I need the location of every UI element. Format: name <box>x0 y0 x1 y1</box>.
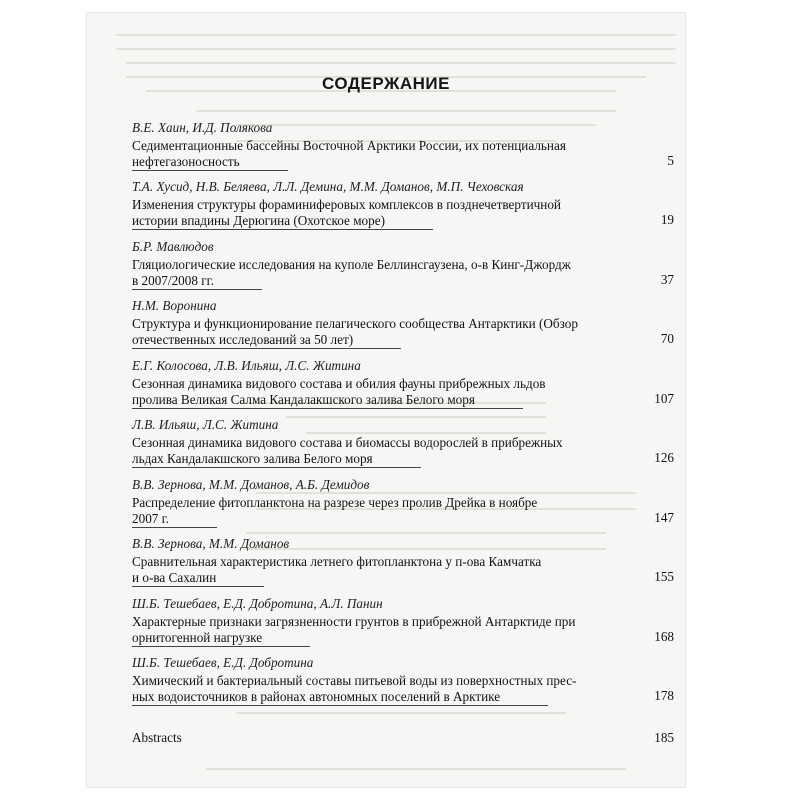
abstracts-label: Abstracts <box>132 730 182 745</box>
entry-page-number: 147 <box>654 510 674 525</box>
entry-authors: Е.Г. Колосова, Л.В. Ильяш, Л.С. Житина <box>132 358 361 373</box>
entry-page-number: 37 <box>660 272 674 287</box>
document-page <box>86 12 686 788</box>
entry-authors: В.Е. Хаин, И.Д. Полякова <box>132 120 273 135</box>
entry-title-line: Сезонная динамика видового состава и обилия фауны прибрежных льдов <box>132 376 546 391</box>
entry-page-number: 168 <box>654 629 674 644</box>
entry-title-line: 2007 г. <box>132 511 217 528</box>
entry-title-line: Изменения структуры фораминиферовых комплексов в позднечетвертичной <box>132 197 561 212</box>
toc-abstracts-entry[interactable] <box>132 730 674 745</box>
entry-authors: Ш.Б. Тешебаев, Е.Д. Добротина <box>132 655 314 670</box>
entry-title-line: орнитогенной нагрузке <box>132 630 310 647</box>
entry-title-line: ных водоисточников в районах автономных поселений в Арктике <box>132 689 548 706</box>
entry-title-line: льдах Кандалакшского залива Белого моря <box>132 451 421 468</box>
entry-title-line: Структура и функционирование пелагического сообщества Антарктики (Обзор <box>132 316 578 331</box>
entry-title-line: отечественных исследований за 50 лет) <box>132 332 401 349</box>
entry-authors: Ш.Б. Тешебаев, Е.Д. Добротина, А.Л. Панин <box>132 596 383 611</box>
entry-page-number: 107 <box>654 391 674 406</box>
entry-title-line: нефтегазоносность <box>132 154 288 171</box>
toc-entry[interactable] <box>132 239 674 290</box>
toc-entry[interactable] <box>132 477 674 528</box>
entry-authors: Б.Р. Мавлюдов <box>132 239 214 254</box>
entry-title-line: Седиментационные бассейны Восточной Арктики России, их потенциальная <box>132 138 566 153</box>
entry-title-line: Гляциологические исследования на куполе Беллинсгаузена, о-в Кинг-Джордж <box>132 257 571 272</box>
entry-authors: В.В. Зернова, М.М. Доманов, А.Б. Демидов <box>132 477 370 492</box>
entry-page-number: 126 <box>654 450 674 465</box>
entry-title-line: Характерные признаки загрязненности грунтов в прибрежной Антарктиде при <box>132 614 576 629</box>
entry-page-number: 178 <box>654 688 674 703</box>
entry-title-line: в 2007/2008 гг. <box>132 273 262 290</box>
entry-authors: В.В. Зернова, М.М. Доманов <box>132 536 290 551</box>
toc-entry[interactable] <box>132 417 674 468</box>
toc-entry[interactable] <box>132 179 674 230</box>
entry-title-line: Распределение фитопланктона на разрезе через пролив Дрейка в ноябре <box>132 495 538 510</box>
entry-title-line: пролива Великая Салма Кандалакшского залива Белого моря <box>132 392 523 409</box>
entry-title-line: Сезонная динамика видового состава и биомассы водорослей в прибрежных <box>132 435 563 450</box>
toc-entry[interactable] <box>132 298 674 349</box>
toc-entry[interactable] <box>132 596 674 647</box>
entry-page-number: 19 <box>660 212 674 227</box>
entry-authors: Н.М. Воронина <box>132 298 217 313</box>
entry-title-line: Сравнительная характеристика летнего фитопланктона у п-ова Камчатка <box>132 554 542 569</box>
toc-entry[interactable] <box>132 536 674 587</box>
entry-page-number: 5 <box>667 153 674 168</box>
entry-title-line: Химический и бактериальный составы питьевой воды из поверхностных прес- <box>132 673 577 688</box>
entry-authors: Т.А. Хусид, Н.В. Беляева, Л.Л. Демина, М.М. Доманов, М.П. Чеховская <box>132 179 524 194</box>
entry-authors: Л.В. Ильяш, Л.С. Житина <box>132 417 279 432</box>
toc-entry[interactable] <box>132 120 674 171</box>
toc-title: СОДЕРЖАНИЕ <box>322 74 450 93</box>
entry-title-line: истории впадины Дерюгина (Охотское море) <box>132 213 433 230</box>
toc-entry[interactable] <box>132 358 674 409</box>
entry-title-line: и о-ва Сахалин <box>132 570 264 587</box>
abstracts-page-number: 185 <box>654 730 674 745</box>
entry-page-number: 155 <box>654 569 674 584</box>
entry-page-number: 70 <box>660 331 674 346</box>
toc-entry[interactable] <box>132 655 674 706</box>
